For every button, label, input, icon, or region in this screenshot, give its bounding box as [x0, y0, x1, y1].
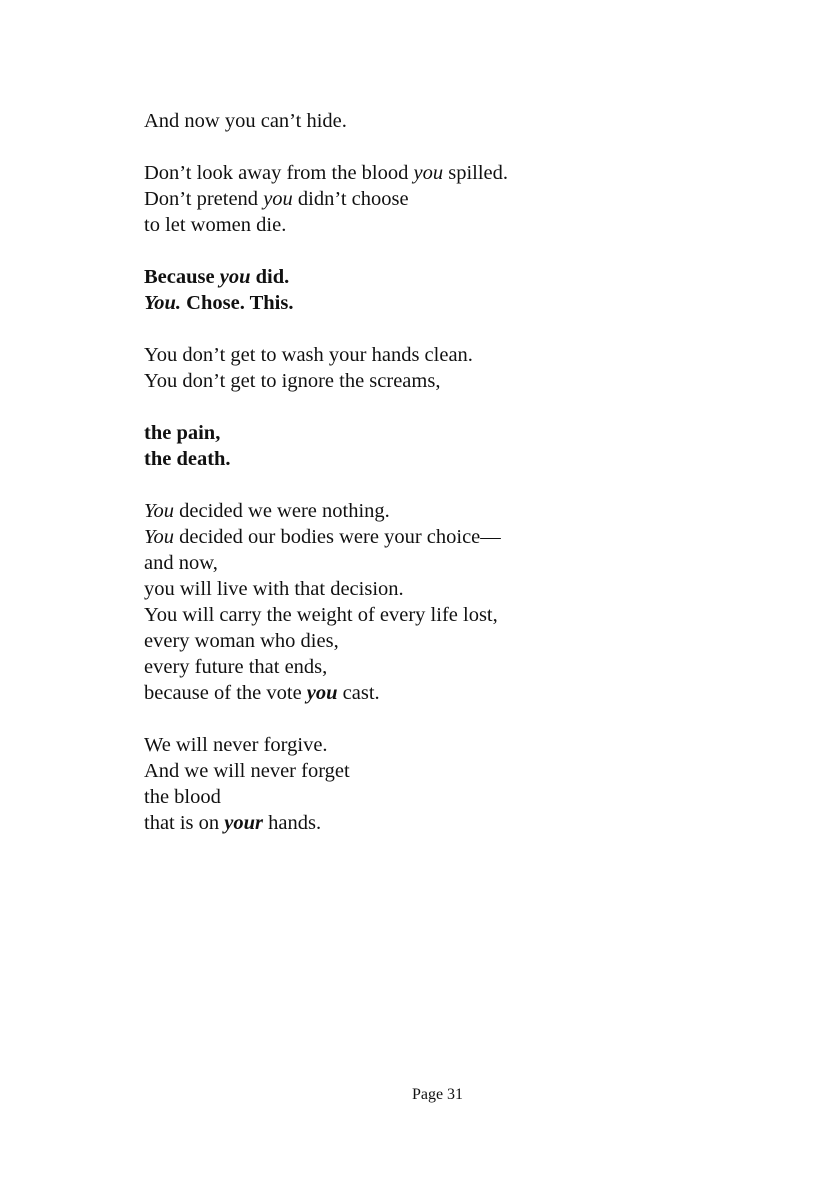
- poem-line: And we will never forget: [144, 760, 350, 782]
- poem-line: You will carry the weight of every life lost,: [144, 604, 498, 626]
- line-text: because of the vote: [144, 682, 307, 704]
- line-text: decided our bodies were your choice—: [174, 526, 501, 548]
- poem-line: [144, 186, 704, 212]
- poem-line: [144, 290, 704, 316]
- poem-line: you will live with that decision.: [144, 578, 404, 600]
- poem-line: the pain,: [144, 422, 221, 444]
- poem-line: [144, 810, 704, 836]
- line-text: hands.: [263, 812, 322, 834]
- poem-line: every woman who dies,: [144, 630, 339, 652]
- poem-line: And now you can’t hide.: [144, 110, 347, 132]
- emphasis-bold-italic: You.: [144, 292, 182, 314]
- stanza-2: [144, 160, 704, 238]
- poem-line: [144, 524, 704, 550]
- stanza-7: [144, 732, 704, 836]
- line-text: Chose. This.: [181, 292, 294, 314]
- emphasis-italic: You: [144, 526, 175, 548]
- line-text: Because: [144, 266, 220, 288]
- stanza-4: [144, 342, 704, 394]
- line-text: spilled.: [443, 162, 509, 184]
- poem-line: to let women die.: [144, 214, 287, 236]
- poem-line: We will never forgive.: [144, 734, 328, 756]
- emphasis-bold-italic: you: [219, 266, 251, 288]
- stanza-1: [144, 108, 704, 134]
- poem-line: and now,: [144, 552, 218, 574]
- stanza-5: [144, 420, 704, 472]
- poem-line: the blood: [144, 786, 221, 808]
- poem-line: [144, 680, 704, 706]
- poem-line: the death.: [144, 448, 231, 470]
- emphasis-italic: you: [413, 162, 444, 184]
- emphasis-bold-italic: your: [224, 812, 264, 834]
- emphasis-italic: You: [144, 500, 175, 522]
- poem-line: [144, 498, 704, 524]
- page-number: Page 31: [411, 1086, 464, 1103]
- emphasis-bold-italic: you: [306, 682, 338, 704]
- poem-line: every future that ends,: [144, 656, 328, 678]
- line-text: that is on: [144, 812, 225, 834]
- poem-line: You don’t get to wash your hands clean.: [144, 344, 473, 366]
- poem-line: You don’t get to ignore the screams,: [144, 370, 441, 392]
- line-text: cast.: [337, 682, 380, 704]
- line-text: decided we were nothing.: [174, 500, 390, 522]
- stanza-3: [144, 264, 704, 316]
- line-text: did.: [250, 266, 290, 288]
- line-text: Don’t pretend: [144, 188, 264, 210]
- stanza-6: [144, 498, 704, 706]
- emphasis-italic: you: [263, 188, 293, 210]
- line-text: didn’t choose: [292, 188, 409, 210]
- poem-line: [144, 160, 704, 186]
- poem-body: [144, 108, 704, 862]
- line-text: Don’t look away from the blood: [144, 162, 414, 184]
- poem-line: [144, 264, 704, 290]
